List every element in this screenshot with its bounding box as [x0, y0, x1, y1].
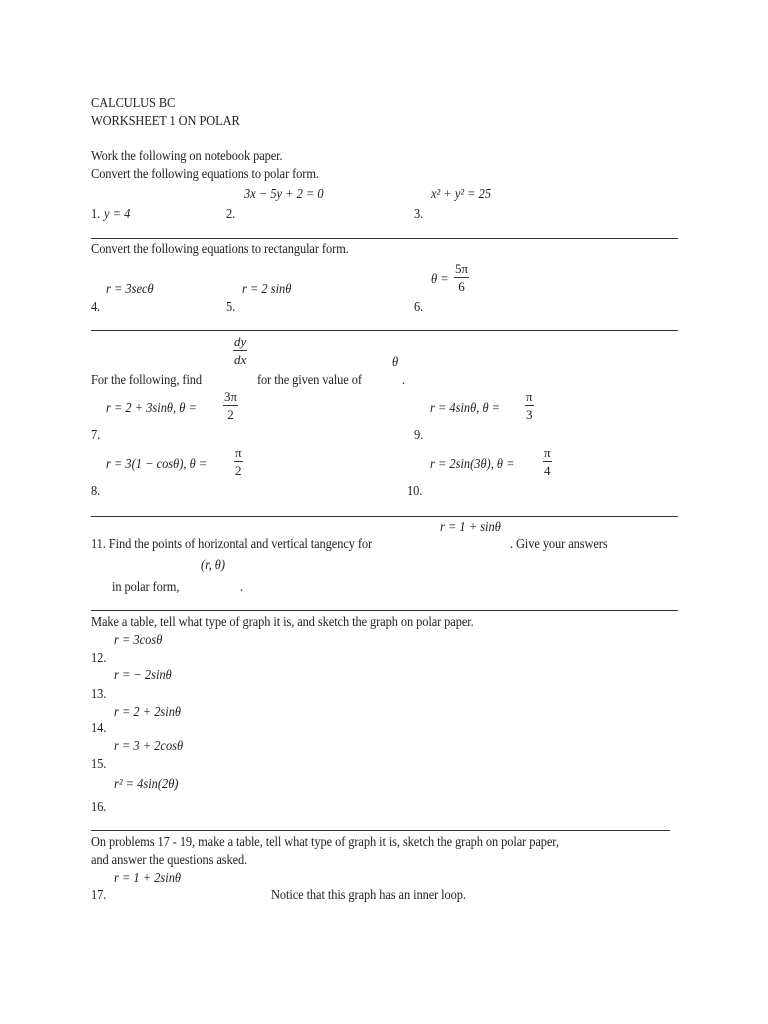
problem-9-fraction: [525, 390, 534, 422]
problem-15-equation: r = 3 + 2cosθ: [114, 738, 184, 753]
fraction-denominator: 3: [526, 407, 533, 422]
problem-6-fraction: [454, 262, 469, 294]
divider-1: [91, 238, 678, 239]
problem-11-text: 11. Find the points of horizontal and vertical tangency for: [91, 536, 373, 551]
problem-14-number: 14.: [91, 720, 107, 735]
fraction-numerator: π: [526, 389, 533, 404]
problem-3-number: 3.: [414, 206, 424, 221]
problem-9-equation: r = 4sinθ, θ =: [430, 400, 501, 415]
problem-12-equation: r = 3cosθ: [114, 632, 163, 647]
problem-10-number: 10.: [407, 483, 423, 498]
problem-8-equation: r = 3(1 − cosθ), θ =: [106, 456, 208, 471]
problem-2-number: 2.: [226, 206, 236, 221]
problem-4-number: 4.: [91, 299, 101, 314]
derivative-fraction: [233, 335, 247, 367]
theta-symbol: θ: [392, 354, 399, 369]
problem-16-number: 16.: [91, 799, 107, 814]
course-title: CALCULUS BC: [91, 95, 176, 110]
problem-12-number: 12.: [91, 650, 107, 665]
problem-1-number: 1.: [91, 206, 101, 221]
problem-17-equation: r = 1 + 2sinθ: [114, 870, 182, 885]
problem-7-fraction: [223, 390, 238, 422]
problem-8-number: 8.: [91, 483, 101, 498]
problem-4-equation: r = 3secθ: [106, 281, 154, 296]
problem-11-text-c: in polar form,: [112, 579, 180, 594]
section2-heading: Convert the following equations to rectangular form.: [91, 241, 349, 256]
fraction-denominator: 4: [544, 463, 551, 478]
problem-6-equation: θ =: [431, 271, 449, 286]
problem-3-equation: x² + y² = 25: [431, 186, 492, 201]
fraction-denominator: 2: [227, 407, 234, 422]
problem-13-equation: r = − 2sinθ: [114, 667, 172, 682]
problem-7-equation: r = 2 + 3sinθ, θ =: [106, 400, 197, 415]
fraction-numerator: π: [544, 445, 551, 460]
problem-17-note: Notice that this graph has an inner loop.: [271, 887, 466, 902]
divider-3: [91, 516, 678, 517]
section6-heading-line2: and answer the questions asked.: [91, 852, 248, 867]
problem-6-number: 6.: [414, 299, 424, 314]
fraction-denominator: 6: [458, 279, 465, 294]
problem-15-number: 15.: [91, 756, 107, 771]
worksheet-title: WORKSHEET 1 ON POLAR: [91, 113, 240, 128]
section3-heading-prefix: For the following, find: [91, 372, 203, 387]
problem-14-equation: r = 2 + 2sinθ: [114, 704, 182, 719]
problem-17-number: 17.: [91, 887, 107, 902]
problem-11-text-d: .: [240, 579, 244, 594]
fraction-numerator: 5π: [455, 261, 469, 276]
problem-2-equation: 3x − 5y + 2 = 0: [244, 186, 324, 201]
problem-10-equation: r = 2sin(3θ), θ =: [430, 456, 515, 471]
problem-8-fraction: [234, 446, 243, 478]
instruction-text: Work the following on notebook paper.: [91, 148, 283, 163]
fraction-denominator: 2: [235, 463, 242, 478]
section3-heading-suffix: .: [402, 372, 406, 387]
problem-11-text-b: . Give your answers: [510, 536, 608, 551]
problem-11-equation: r = 1 + sinθ: [440, 519, 501, 534]
problem-9-number: 9.: [414, 427, 424, 442]
problem-13-number: 13.: [91, 686, 107, 701]
polar-form-notation: (r, θ): [201, 557, 226, 572]
problem-5-number: 5.: [226, 299, 236, 314]
derivative-denominator: dx: [234, 352, 247, 367]
divider-5: [91, 830, 670, 831]
derivative-numerator: dy: [234, 334, 247, 349]
divider-2: [91, 330, 678, 331]
section5-heading: Make a table, tell what type of graph it is, and sketch the graph on polar paper.: [91, 614, 474, 629]
divider-4: [91, 610, 678, 611]
problem-7-number: 7.: [91, 427, 101, 442]
problem-10-fraction: [543, 446, 552, 478]
fraction-numerator: π: [235, 445, 242, 460]
fraction-numerator: 3π: [224, 389, 238, 404]
problem-5-equation: r = 2 sinθ: [242, 281, 292, 296]
section1-heading: Convert the following equations to polar form.: [91, 166, 319, 181]
section6-heading-line1: On problems 17 - 19, make a table, tell what type of graph it is, sketch the graph on polar paper,: [91, 834, 559, 849]
problem-16-equation: r² = 4sin(2θ): [114, 776, 179, 791]
problem-1-equation: y = 4: [104, 206, 131, 221]
section3-heading-middle: for the given value of: [257, 372, 362, 387]
